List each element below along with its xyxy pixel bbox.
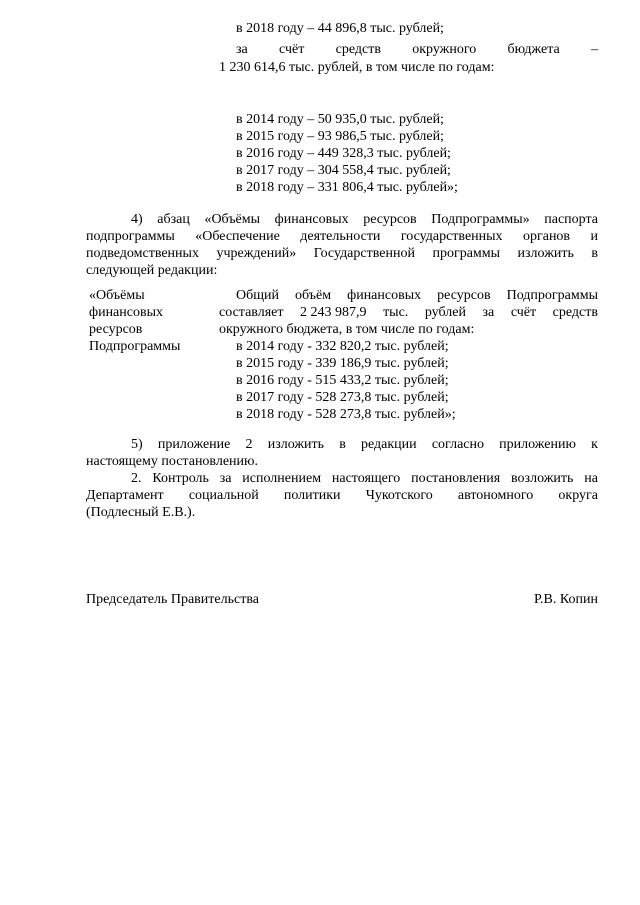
word: бюджета [507,42,560,57]
word: финансовых [274,212,349,227]
passport-label-line4: Подпрограммы [89,339,181,354]
word: и [590,229,598,244]
word: социальной [188,488,259,503]
word: объём [295,288,332,303]
word: на [584,471,598,486]
word: паспорта [544,212,598,227]
word: «Обеспечение [195,229,280,244]
signature-name: Р.В. Копин [534,592,598,607]
passport-year-2016: в 2016 году - 515 433,2 тыс. рублей; [236,373,449,388]
word: за [219,471,232,486]
word: Чукотского [365,488,433,503]
passport-year-2018: в 2018 году - 528 273,8 тыс. рублей»; [236,407,456,422]
word: подпрограммы [86,229,175,244]
item4-line2 [86,228,598,245]
year-line-2018: в 2018 году – 331 806,4 тыс. рублей»; [236,180,458,195]
year-line-2017: в 2017 году – 304 558,4 тыс. рублей; [236,163,451,178]
word: автономного [457,488,534,503]
passport-year-2017: в 2017 году - 528 273,8 тыс. рублей; [236,390,449,405]
word: средств [335,42,381,57]
word: 2. [131,471,142,486]
passport-text-line2 [219,304,598,321]
word: счёт [279,42,305,57]
word: «Объёмы [204,212,261,227]
word: редакции [361,437,417,452]
word: учреждений» [216,246,297,261]
item5-line2: настоящему постановлению. [86,454,258,469]
word: в [591,246,598,261]
word: составляет [219,305,284,320]
word: исполнением [242,471,322,486]
item4-line3 [86,245,598,262]
passport-label-line1: «Объёмы [89,288,145,303]
item5-line1 [131,436,598,453]
word: 2 243 987,9 [300,305,367,320]
year-line-2014: в 2014 году – 50 935,0 тыс. рублей; [236,112,444,127]
word: средств [552,305,598,320]
word: 2 [245,437,253,452]
word: в [339,437,346,452]
word: государственных [400,229,503,244]
item4-line4: следующей редакции: [86,263,218,278]
word: Департамент [86,488,164,503]
district-budget-total: 1 230 614,6 тыс. рублей, в том числе по годам: [219,60,495,75]
word: Подпрограммы [506,288,598,303]
word: ресурсов [363,212,417,227]
item4-line1 [131,211,598,228]
word: рублей [424,305,466,320]
passport-label-line3: ресурсов [89,322,143,337]
word: деятельности [300,229,381,244]
control-line3: (Подлесный Е.В.). [86,505,196,520]
word: согласно [431,437,484,452]
word: 4) [131,212,143,227]
word: подведомственных [86,246,199,261]
word: постановления [411,471,501,486]
word: тыс. [383,305,409,320]
word: за [236,42,248,57]
word: Контроль [152,471,209,486]
word: политики [283,488,341,503]
passport-year-2015: в 2015 году - 339 186,9 тыс. рублей; [236,356,449,371]
word: округа [558,488,598,503]
year-line-2015: в 2015 году – 93 986,5 тыс. рублей; [236,129,444,144]
passport-text-line3: окружного бюджета, в том числе по годам: [219,322,475,337]
word: абзац [157,212,190,227]
word: настоящего [331,471,401,486]
word: окружного [412,42,477,57]
word: Подпрограммы» [431,212,530,227]
control-line2 [86,487,598,504]
word: приложению [499,437,576,452]
passport-text-line1 [236,287,598,304]
word: приложение [157,437,231,452]
word: органов [522,229,571,244]
passport-year-2014: в 2014 году - 332 820,2 тыс. рублей; [236,339,449,354]
word: изложить [517,246,574,261]
word: счёт [510,305,537,320]
passport-label-line2: финансовых [89,305,163,320]
word: Общий [236,288,279,303]
district-budget-line [236,41,598,58]
word: к [591,437,598,452]
word: – [590,42,598,57]
word: программы [432,246,501,261]
word: ресурсов [437,288,491,303]
word: 5) [131,437,143,452]
control-line1 [131,470,598,487]
word: возложить [511,471,574,486]
word: финансовых [347,288,422,303]
top-line-2018-district: в 2018 году – 44 896,8 тыс. рублей; [236,21,444,36]
signature-position: Председатель Правительства [86,592,259,607]
year-line-2016: в 2016 году – 449 328,3 тыс. рублей; [236,146,451,161]
word: за [482,305,495,320]
word: Государственной [313,246,415,261]
word: изложить [267,437,325,452]
